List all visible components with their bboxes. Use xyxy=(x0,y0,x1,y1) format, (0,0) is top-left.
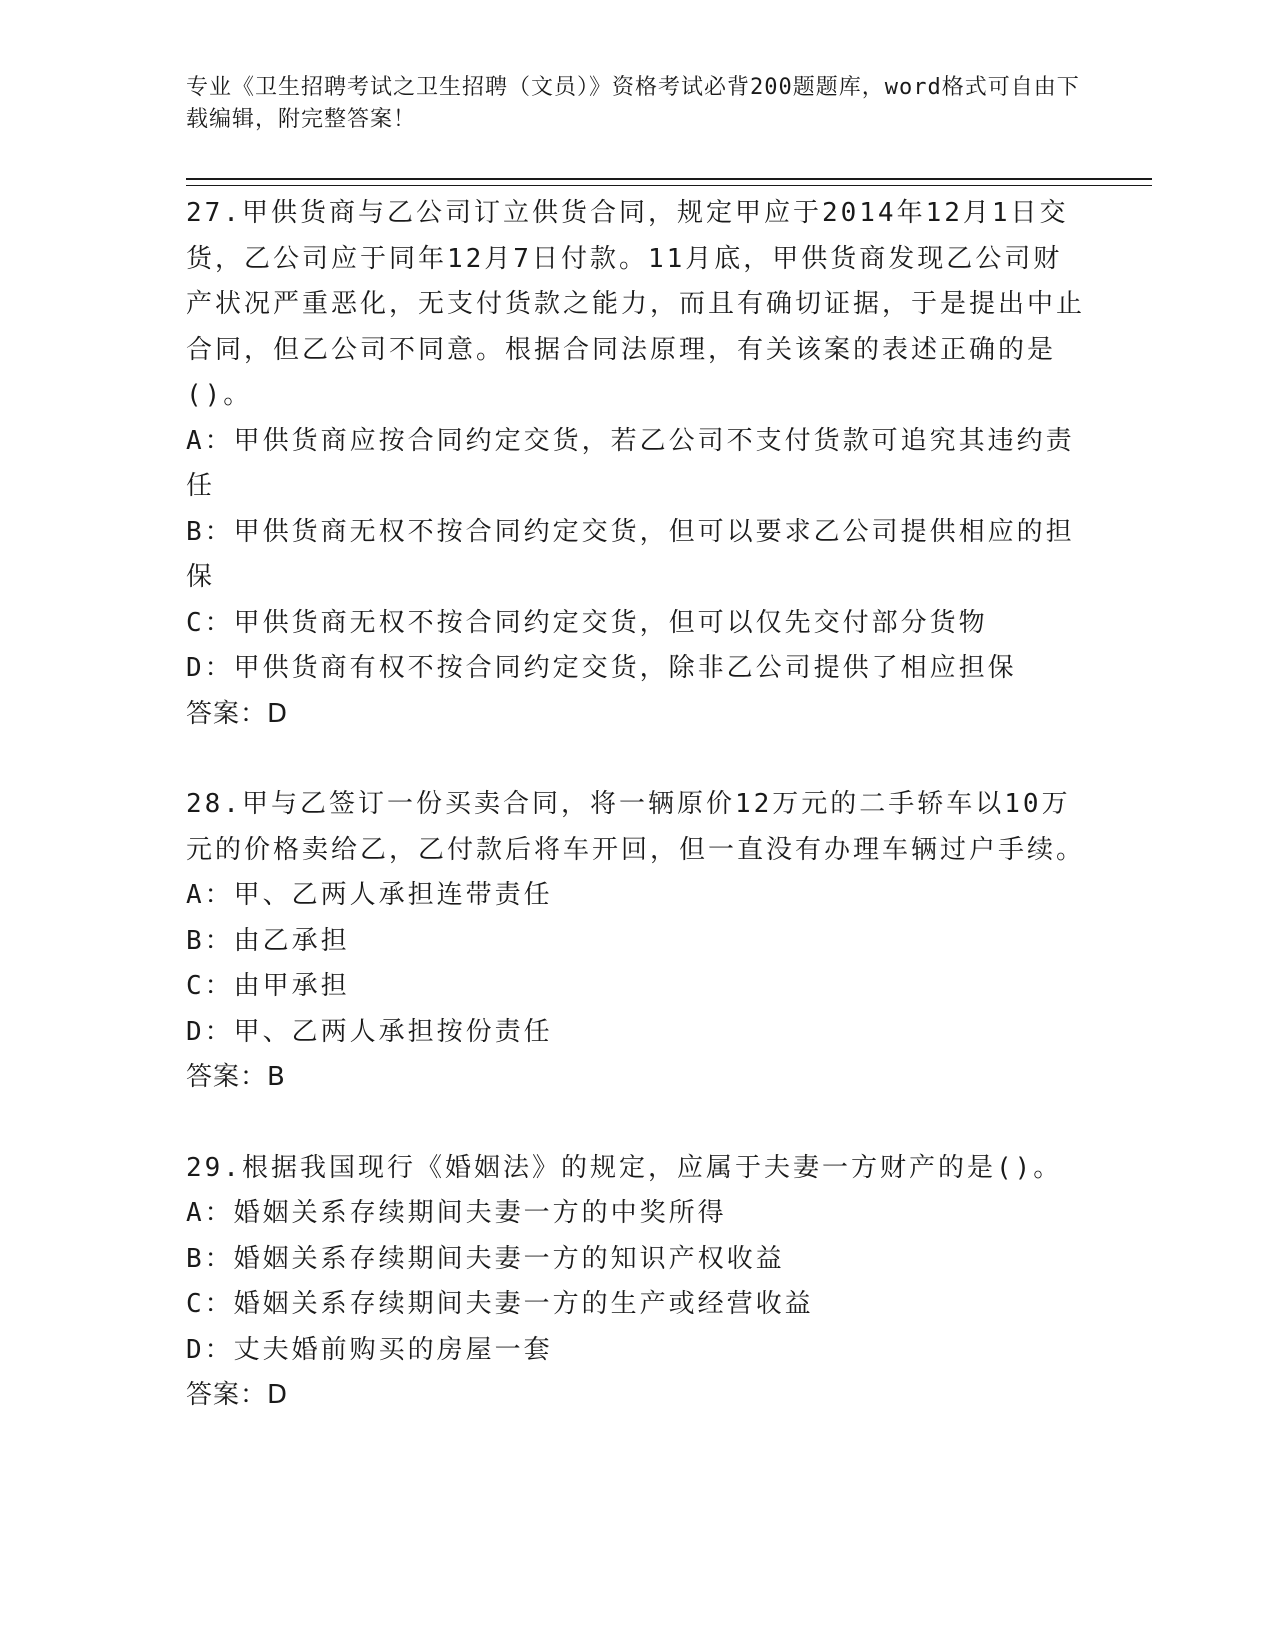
question-28 xyxy=(186,782,1086,1101)
option-b: B：由乙承担 xyxy=(186,925,350,956)
answer: 答案：B xyxy=(186,1062,286,1092)
option-c: C：婚姻关系存续期间夫妻一方的生产或经营收益 xyxy=(186,1289,814,1319)
question-stem: 28.甲与乙签订一份买卖合同，将一辆原价12万元的二手轿车以10万元的价格卖给乙，乙付款后将车开回，但一直没有办理车辆过户手续。 xyxy=(186,789,1086,865)
option-b: B：婚姻关系存续期间夫妻一方的知识产权收益 xyxy=(186,1243,785,1274)
question-29 xyxy=(186,1146,1086,1419)
answer: 答案：D xyxy=(186,1380,289,1410)
question-list xyxy=(186,191,1086,1419)
question-27 xyxy=(186,191,1086,737)
header-rule-thick xyxy=(186,178,1152,180)
option-c: C：由甲承担 xyxy=(186,971,350,1001)
document-header: 专业《卫生招聘考试之卫生招聘（文员）》资格考试必背200题题库，word格式可自由下载编辑，附完整答案！ xyxy=(186,75,1080,132)
header-rule-thin xyxy=(186,185,1152,186)
option-a: A：甲供货商应按合同约定交货，若乙公司不支付货款可追究其违约责任 xyxy=(186,425,1075,501)
option-b: B：甲供货商无权不按合同约定交货，但可以要求乙公司提供相应的担保 xyxy=(186,516,1075,592)
option-a: A：甲、乙两人承担连带责任 xyxy=(186,880,553,910)
answer: 答案：D xyxy=(186,698,289,729)
option-d: D：甲供货商有权不按合同约定交货，除非乙公司提供了相应担保 xyxy=(186,653,1017,683)
question-stem: 27.甲供货商与乙公司订立供货合同，规定甲应于2014年12月1日交货，乙公司应于同年12月7日付款。11月底，甲供货商发现乙公司财产状况严重恶化，无支付货款之能力，而且有确切证据，于是提出中止合同，但乙公司不同意。根据合同法原理，有关该案的表述正确的是()。 xyxy=(186,198,1086,410)
option-c: C：甲供货商无权不按合同约定交货，但可以仅先交付部分货物 xyxy=(186,607,988,638)
option-d: D：甲、乙两人承担按份责任 xyxy=(186,1016,553,1047)
question-stem: 29.根据我国现行《婚姻法》的规定，应属于夫妻一方财产的是()。 xyxy=(186,1152,1063,1183)
option-a: A：婚姻关系存续期间夫妻一方的中奖所得 xyxy=(186,1198,727,1228)
option-d: D：丈夫婚前购买的房屋一套 xyxy=(186,1334,553,1365)
